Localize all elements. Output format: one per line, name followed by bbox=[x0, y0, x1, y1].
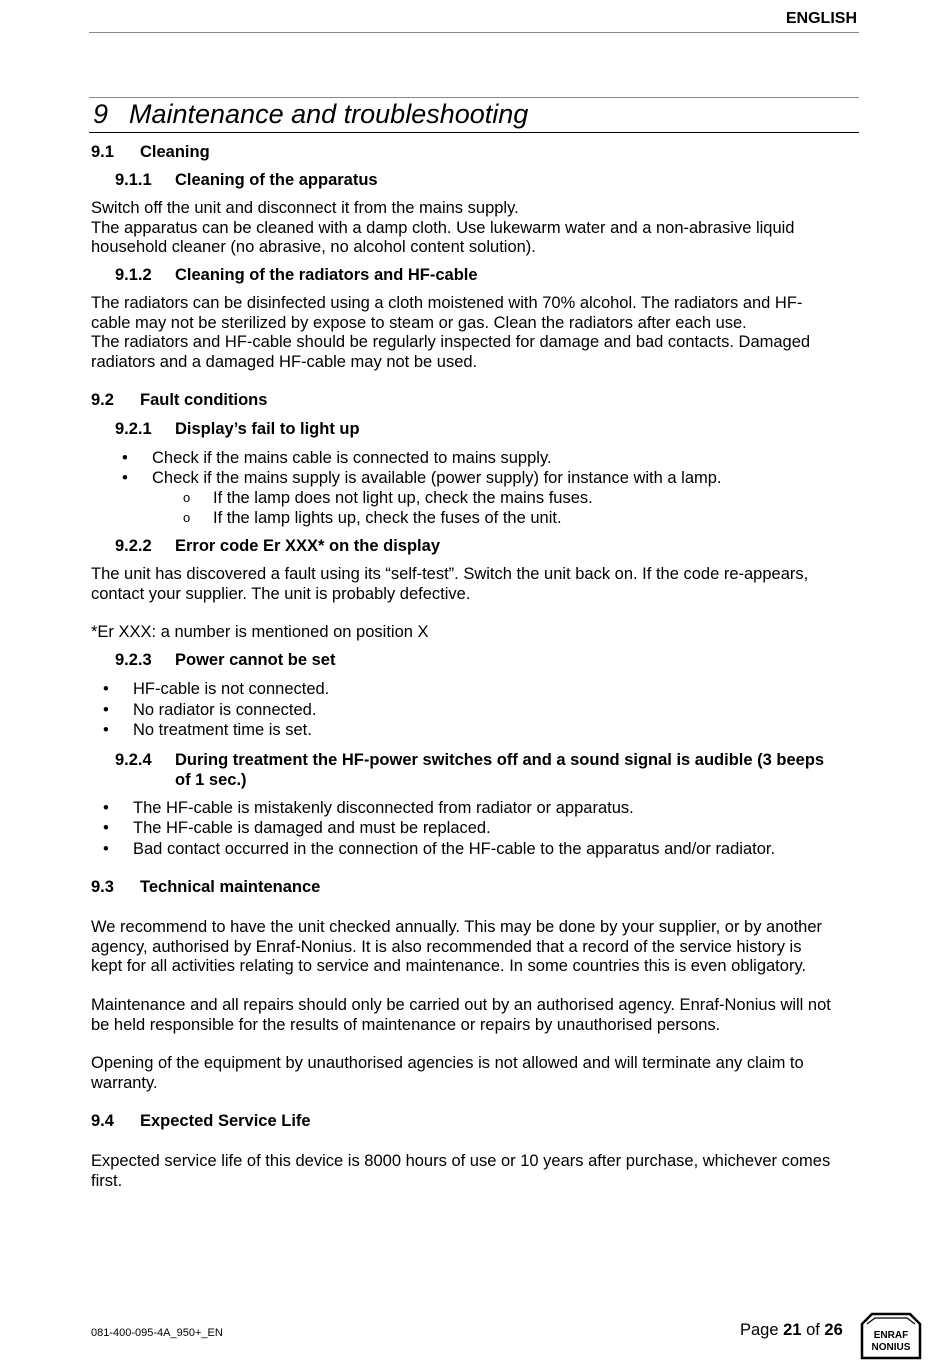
section-number: 9.3 bbox=[91, 878, 114, 896]
page-current: 21 bbox=[783, 1321, 802, 1339]
text-line: cable may not be sterilized by expose to steam or gas. Clean the radiators after each use. bbox=[91, 313, 747, 332]
header-divider bbox=[89, 32, 859, 33]
subsection-heading-9-2-1 bbox=[115, 420, 360, 439]
subsection-number: 9.2.1 bbox=[115, 420, 152, 438]
page-of: of bbox=[801, 1321, 825, 1339]
text-line: contact your supplier. The unit is probably defective. bbox=[91, 584, 471, 603]
list-item-text: The HF-cable is mistakenly disconnected from radiator or apparatus. bbox=[133, 799, 634, 817]
section-number: 9.1 bbox=[91, 143, 114, 161]
text-line: first. bbox=[91, 1171, 123, 1190]
chapter-rule-top bbox=[89, 97, 859, 98]
list-item-text: Check if the mains supply is available (power supply) for instance with a lamp. bbox=[152, 469, 722, 487]
bullet-icon: • bbox=[122, 449, 128, 467]
text-line: warranty. bbox=[91, 1073, 158, 1092]
text-line: Opening of the equipment by unauthorised agencies is not allowed and will terminate any claim to bbox=[91, 1054, 804, 1072]
sub-list-item bbox=[183, 509, 562, 528]
subsection-title: Power cannot be set bbox=[175, 651, 336, 669]
bullet-icon: • bbox=[103, 819, 109, 837]
list-item bbox=[122, 469, 722, 488]
error-code-note bbox=[91, 623, 856, 643]
subsection-number: 9.2.4 bbox=[115, 751, 152, 769]
section-title: Fault conditions bbox=[140, 391, 268, 409]
subsection-heading-9-1-2 bbox=[115, 266, 478, 285]
subsection-heading-9-2-2 bbox=[115, 537, 440, 556]
list-item-text: HF-cable is not connected. bbox=[133, 680, 330, 698]
document-code: 081-400-095-4A_950+_EN bbox=[91, 1327, 223, 1339]
section-title: Expected Service Life bbox=[140, 1112, 311, 1130]
subsection-title: Cleaning of the apparatus bbox=[175, 171, 378, 189]
chapter-title bbox=[93, 99, 528, 130]
paragraph-maintenance-1 bbox=[91, 918, 856, 977]
circle-bullet-icon: o bbox=[183, 510, 191, 525]
chapter-title-text: Maintenance and troubleshooting bbox=[129, 99, 529, 129]
bullet-icon: • bbox=[103, 701, 109, 719]
list-item bbox=[103, 819, 491, 838]
subsection-title: During treatment the HF-power switches off and a sound signal is audible (3 beeps bbox=[175, 751, 825, 769]
list-item-text: The HF-cable is damaged and must be replaced. bbox=[133, 819, 491, 837]
page-number bbox=[740, 1321, 843, 1340]
bullet-icon: • bbox=[103, 721, 109, 739]
list-item bbox=[103, 840, 776, 859]
list-item bbox=[103, 701, 317, 720]
paragraph-cleaning-apparatus bbox=[91, 199, 856, 258]
subsection-number: 9.2.3 bbox=[115, 651, 152, 669]
subsection-number: 9.2.2 bbox=[115, 537, 152, 555]
paragraph-service-life bbox=[91, 1152, 856, 1191]
chapter-rule-bottom bbox=[89, 132, 859, 133]
sub-list-item bbox=[183, 489, 593, 508]
subsection-title: Cleaning of the radiators and HF-cable bbox=[175, 266, 478, 284]
bullet-icon: • bbox=[103, 840, 109, 858]
text-line: household cleaner (no abrasive, no alcohol content solution). bbox=[91, 238, 536, 257]
chapter-number: 9 bbox=[93, 99, 109, 129]
subsection-number: 9.1.2 bbox=[115, 266, 152, 284]
subsection-heading-9-2-3 bbox=[115, 651, 335, 670]
list-item-text: If the lamp does not light up, check the mains fuses. bbox=[213, 489, 593, 507]
section-title: Technical maintenance bbox=[140, 878, 321, 896]
paragraph-error-code bbox=[91, 565, 856, 604]
text-line: Switch off the unit and disconnect it from the mains supply. bbox=[91, 199, 519, 217]
subsection-title: Error code Er XXX* on the display bbox=[175, 537, 440, 555]
text-line: *Er XXX: a number is mentioned on position X bbox=[91, 623, 429, 641]
section-heading-9-2 bbox=[91, 391, 267, 410]
text-line: Maintenance and all repairs should only be carried out by an authorised agency. Enraf-Nonius will not bbox=[91, 996, 831, 1014]
section-heading-9-1 bbox=[91, 143, 210, 162]
list-item bbox=[103, 799, 634, 818]
list-item-text: No radiator is connected. bbox=[133, 701, 317, 719]
circle-bullet-icon: o bbox=[183, 490, 191, 505]
text-line: radiators and a damaged HF-cable may not be used. bbox=[91, 353, 478, 372]
section-title: Cleaning bbox=[140, 143, 210, 161]
bullet-icon: • bbox=[103, 799, 109, 817]
page-total: 26 bbox=[824, 1321, 843, 1339]
text-line: The unit has discovered a fault using its “self-test”. Switch the unit back on. If the code re-appears, bbox=[91, 565, 809, 583]
subsection-heading-9-1-1 bbox=[115, 171, 378, 190]
text-line: We recommend to have the unit checked annually. This may be done by your supplier, or by another bbox=[91, 918, 823, 936]
list-item bbox=[122, 449, 552, 468]
logo-line2: NONIUS bbox=[871, 1342, 911, 1353]
bullet-icon: • bbox=[103, 680, 109, 698]
subsection-title: of 1 sec.) bbox=[175, 771, 247, 789]
text-line: Expected service life of this device is 8000 hours of use or 10 years after purchase, whichever comes bbox=[91, 1152, 831, 1170]
logo-line1: ENRAF bbox=[873, 1330, 909, 1341]
text-line: The apparatus can be cleaned with a damp cloth. Use lukewarm water and a non-abrasive liquid bbox=[91, 218, 795, 237]
header-language: ENGLISH bbox=[785, 10, 857, 27]
list-item-text: If the lamp lights up, check the fuses of the unit. bbox=[213, 509, 562, 527]
section-heading-9-3 bbox=[91, 878, 320, 897]
text-line: The radiators can be disinfected using a cloth moistened with 70% alcohol. The radiators and HF- bbox=[91, 294, 803, 312]
bullet-icon: • bbox=[122, 469, 128, 487]
list-item bbox=[103, 680, 330, 699]
text-line: agency, authorised by Enraf-Nonius. It is also recommended that a record of the service history is bbox=[91, 937, 802, 956]
paragraph-maintenance-2 bbox=[91, 996, 856, 1035]
paragraph-maintenance-3 bbox=[91, 1054, 856, 1093]
text-line: The radiators and HF-cable should be regularly inspected for damage and bad contacts. Damaged bbox=[91, 333, 811, 352]
list-item-text: Bad contact occurred in the connection of the HF-cable to the apparatus and/or radiator. bbox=[133, 840, 776, 858]
page-prefix: Page bbox=[740, 1321, 784, 1339]
paragraph-cleaning-radiators bbox=[91, 294, 856, 373]
list-item-text: No treatment time is set. bbox=[133, 721, 312, 739]
text-line: be held responsible for the results of maintenance or repairs by unauthorised persons. bbox=[91, 1015, 721, 1034]
section-number: 9.2 bbox=[91, 391, 114, 409]
section-number: 9.4 bbox=[91, 1112, 114, 1130]
text-line: kept for all activities relating to service and maintenance. In some countries this is even obligatory. bbox=[91, 957, 807, 976]
section-heading-9-4 bbox=[91, 1112, 311, 1131]
subsection-heading-9-2-4 bbox=[115, 750, 855, 790]
enraf-nonius-logo bbox=[858, 1310, 924, 1362]
list-item bbox=[103, 721, 312, 740]
subsection-number: 9.1.1 bbox=[115, 171, 152, 189]
list-item-text: Check if the mains cable is connected to mains supply. bbox=[152, 449, 552, 467]
subsection-title: Display’s fail to light up bbox=[175, 420, 360, 438]
